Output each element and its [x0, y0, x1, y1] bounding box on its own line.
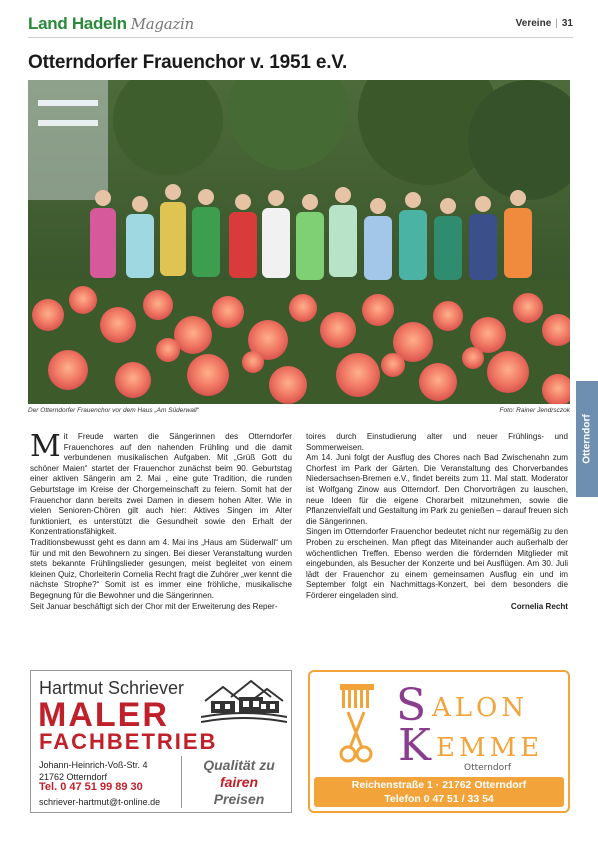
salon-contact-bar [314, 777, 564, 807]
paragraph: Singen im Otterndorfer Frauenchor bedeutet nicht nur regemäßig zu den Proben zu erscheinen. Man pflegt das Miteinander auch außerhalb der wöchentlichen Treffen. Ebenso werden die fördernden Mitglieder mit eingebunden, als Besucher der Konzerte und bei Ausflügen. Am 30. Juli lädt der Frauenchor zu einem gemeinsamen Ausflug ein und im September folgt ein Nachmittags-Konzert, bei dem besonders die Förderer eingeladen sind. [306, 527, 568, 600]
drop-cap: M [30, 429, 61, 464]
salon-word-alon: ALON [432, 693, 529, 723]
ad-address [39, 759, 148, 783]
article-title: Otterndorfer Frauenchor v. 1951 e.V. [28, 52, 348, 73]
ad-salon-kemme[interactable] [308, 670, 570, 813]
comb-scissors-icon [340, 684, 374, 761]
brand-magazin: Magazin [130, 15, 194, 33]
ad-fachbetrieb-heading: FACHBETRIEB [39, 729, 218, 754]
photo-credit: Foto: Rainer Jendrsczok [499, 407, 570, 414]
ad-city: 21762 Otterndorf [39, 772, 108, 782]
salon-letter-s: S [396, 680, 427, 731]
salon-letter-k: K [398, 720, 431, 771]
ad-maler-heading: MALER [38, 696, 169, 734]
paragraph: Seit Januar beschäftigt sich der Chor mit der Erweiterung des Reper- [30, 601, 278, 611]
salon-address: Reichenstraße 1 · 21762 Otterndorf [351, 779, 527, 791]
choir-photo-illustration [28, 80, 570, 404]
paragraph: it Freude warten die Sängerinnen des Otterndorfer Frauenchores auf den nahenden Frühling und die damit verbundenen musikalischen Aufgaben. Mit „Grüß Gott du schöner Maien“ startet der Frauenchor zunächst beim 90. Geburtstag einer aktiven Sängerin am 2. Mai , eine gute Tradition, die runden Geburtstage im Kreise der Chorgemeinschaft zu feiern. Somit hat der Frauenchor dann bereits zwei Damen in diesem hohen Alter. Wie in vielen Senioren-Chören gilt auch hier: Aktives Singen im Alter funktioniert, es unterstützt die Gesundheit sowie den Erhalt der Konzentrationsfähigkeit. [30, 432, 292, 537]
paragraph: Traditionsbewusst geht es dann am 4. Mai ins „Haus am Süderwall“ um für und mit den Bewohnern zu singen. Bei dieser Veranstaltung wurden stets bekannte Frühlingslieder gesungen, meist begleitet von einem kleinen Quiz, Chorleiterin Cornelia Recht fragt die Zuhörer „wer kennt die nächste Strophe?“ Somit ist es immer eine fröhliche, musikalische Begegnung für die Bewohner und die Sängerinnen. [30, 537, 292, 600]
photo-caption [28, 407, 570, 419]
rose-bed [28, 280, 570, 404]
magazine-brand [28, 14, 194, 34]
salon-phone: Telefon 0 47 51 / 33 54 [384, 793, 494, 805]
side-tab-otterndorf [576, 381, 598, 497]
ad-slogan-line-1: Qualität zu [203, 757, 275, 773]
article-column-1 [30, 429, 292, 612]
article-column-2 [306, 432, 568, 612]
ad-phone: Tel. 0 47 51 99 89 30 [39, 781, 143, 793]
ad-maler-fachbetrieb[interactable] [30, 670, 292, 813]
ad-slogan-line-3: Preisen [213, 791, 265, 807]
salon-word-emme: EMME [436, 733, 544, 763]
paragraph: toires durch Einstudierung alter und neuer Frühlings- und Sommerweisen. [306, 432, 568, 452]
salon-town: Otterndorf [464, 763, 512, 772]
ad-divider [181, 756, 182, 808]
ad-slogan [191, 757, 287, 808]
article-author: Cornelia Recht [510, 601, 568, 611]
houses-logo-icon [201, 677, 287, 723]
salon-kemme-logo [318, 676, 562, 772]
page-number: 31 [561, 18, 573, 29]
paragraph: Am 14. Juni folgt der Ausflug des Chores nach Bad Zwischenahn zum Chorfest im Park der Gärten. Die Veranstaltung des Chorverbandes Niedersachsen-Bremen e.V., findet bereits zum 11. Mal statt. Moderator ist Wolfgang Zinow aus Otterndorf. Den Chorvorträgen zu lauschen, neue Ideen für die eigene Chorarbeit mitzunehmen, sowie die Pflanzenvielfalt und Gestaltung im Park zu genießen – darauf freuen sich die Sängerinnen. [306, 453, 568, 526]
page-info: Vereine | 31 [515, 18, 573, 29]
page-header [28, 14, 573, 38]
side-tab-label: Otterndorf [581, 414, 593, 464]
section-name: Vereine [515, 18, 552, 29]
ad-slogan-line-2: fairen [219, 774, 259, 790]
brand-land-hadeln: Land Hadeln [28, 14, 127, 33]
ad-email[interactable]: schriever-hartmut@t-online.de [39, 797, 161, 807]
choir-photo [28, 80, 570, 404]
ad-street: Johann-Heinrich-Voß-Str. 4 [39, 760, 148, 770]
ad-company-owner: Hartmut Schriever [39, 678, 185, 698]
caption-text: Der Otterndorfer Frauenchor vor dem Haus „Am Süderwall“ [28, 407, 199, 414]
